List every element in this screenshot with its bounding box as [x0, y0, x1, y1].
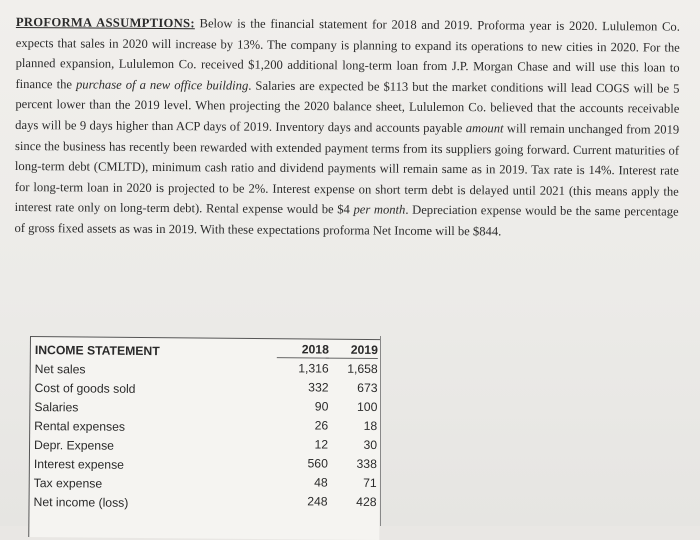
- year-header-2019: 2019: [326, 342, 378, 359]
- assumptions-italic-1: purchase of a new office building: [75, 77, 249, 93]
- income-statement-table: [28, 336, 381, 540]
- year-header-2018: 2018: [277, 341, 329, 358]
- cell-2018-rental: 26: [314, 418, 329, 433]
- column-2018: [275, 341, 328, 511]
- cell-2019-interest: 338: [356, 456, 377, 472]
- assumptions-text-4: . Depreciation expense would be the same percentage of gross fixed assets as was in 2019. With these expectations proforma Net Income will be $844.: [14, 203, 679, 239]
- row-label-rental: Rental expenses: [34, 419, 126, 434]
- row-label-tax: Tax expense: [33, 476, 103, 491]
- cell-2018-net-sales: 1,316: [298, 361, 329, 376]
- cell-2019-cogs: 673: [357, 380, 378, 396]
- assumptions-text-2: . Salaries are expected be $113 but the market conditions will lead COGS will be 5 percent lower than the 2019 level. When projecting the 2020 balance sheet, Lululemon Co. believed that the accounts receivable days will be 9 days higher than ACP days of 2019. Inventory days and accounts payable: [15, 78, 680, 136]
- assumptions-italic-3: per month: [353, 202, 406, 218]
- cell-2019-rental: 18: [363, 418, 378, 434]
- row-label-net-sales: Net sales: [34, 362, 86, 377]
- cell-2019-net-sales: 1,658: [347, 361, 378, 377]
- cell-2018-salaries: 90: [314, 399, 329, 414]
- assumptions-text-1: Below is the financial statement for 2018 and 2019. Proforma year is 2020. Lululemon Co. expects that sales in 2020 will increase by 13%. The company is planning to expand its operations to new cities in 2020. For the planned expansion, Lululemon Co. received $1,200 additional long-term loan from J.P. Morgan Chase and will use this loan to finance the: [15, 16, 680, 92]
- cell-2019-tax: 71: [363, 475, 377, 491]
- cell-2019-salaries: 100: [356, 399, 378, 415]
- cell-2018-cogs: 332: [308, 380, 329, 395]
- row-label-interest: Interest expense: [33, 457, 125, 472]
- column-2019: [324, 342, 377, 512]
- income-statement-title: INCOME STATEMENT: [34, 343, 160, 359]
- row-label-net-income: Net income (loss): [33, 495, 129, 510]
- income-statement-labels: [33, 341, 159, 513]
- row-label-depr: Depr. Expense: [33, 438, 115, 453]
- row-label-salaries: Salaries: [34, 400, 79, 415]
- row-label-cogs: Cost of goods sold: [34, 381, 136, 396]
- assumptions-heading: PROFORMA ASSUMPTIONS:: [15, 14, 195, 31]
- cell-2019-depr: 30: [363, 437, 378, 453]
- cell-2018-tax: 48: [314, 475, 328, 490]
- assumptions-paragraph: [14, 12, 680, 243]
- cell-2018-net-income: 248: [307, 494, 328, 509]
- assumptions-italic-2: amount: [465, 121, 504, 136]
- cell-2019-net-income: 428: [356, 494, 377, 510]
- cell-2018-depr: 12: [314, 437, 329, 452]
- table-right-border: [380, 336, 381, 526]
- cell-2018-interest: 560: [307, 456, 328, 471]
- assumptions-text-3: will remain unchanged from 2019 since the business has recently been rewarded with extended payment terms from its suppliers going forward. Current maturities of long-term debt (CMLTD), minimum cash ratio and dividend payments will remain same as in 2019. Tax rate is 14%. Interest rate for long-term loan in 2020 is projected to be 2%. Interest expense on short term debt is delayed until 2021 (this means apply the interest rate only on long-term debt). Rental expense would be $4: [14, 121, 680, 217]
